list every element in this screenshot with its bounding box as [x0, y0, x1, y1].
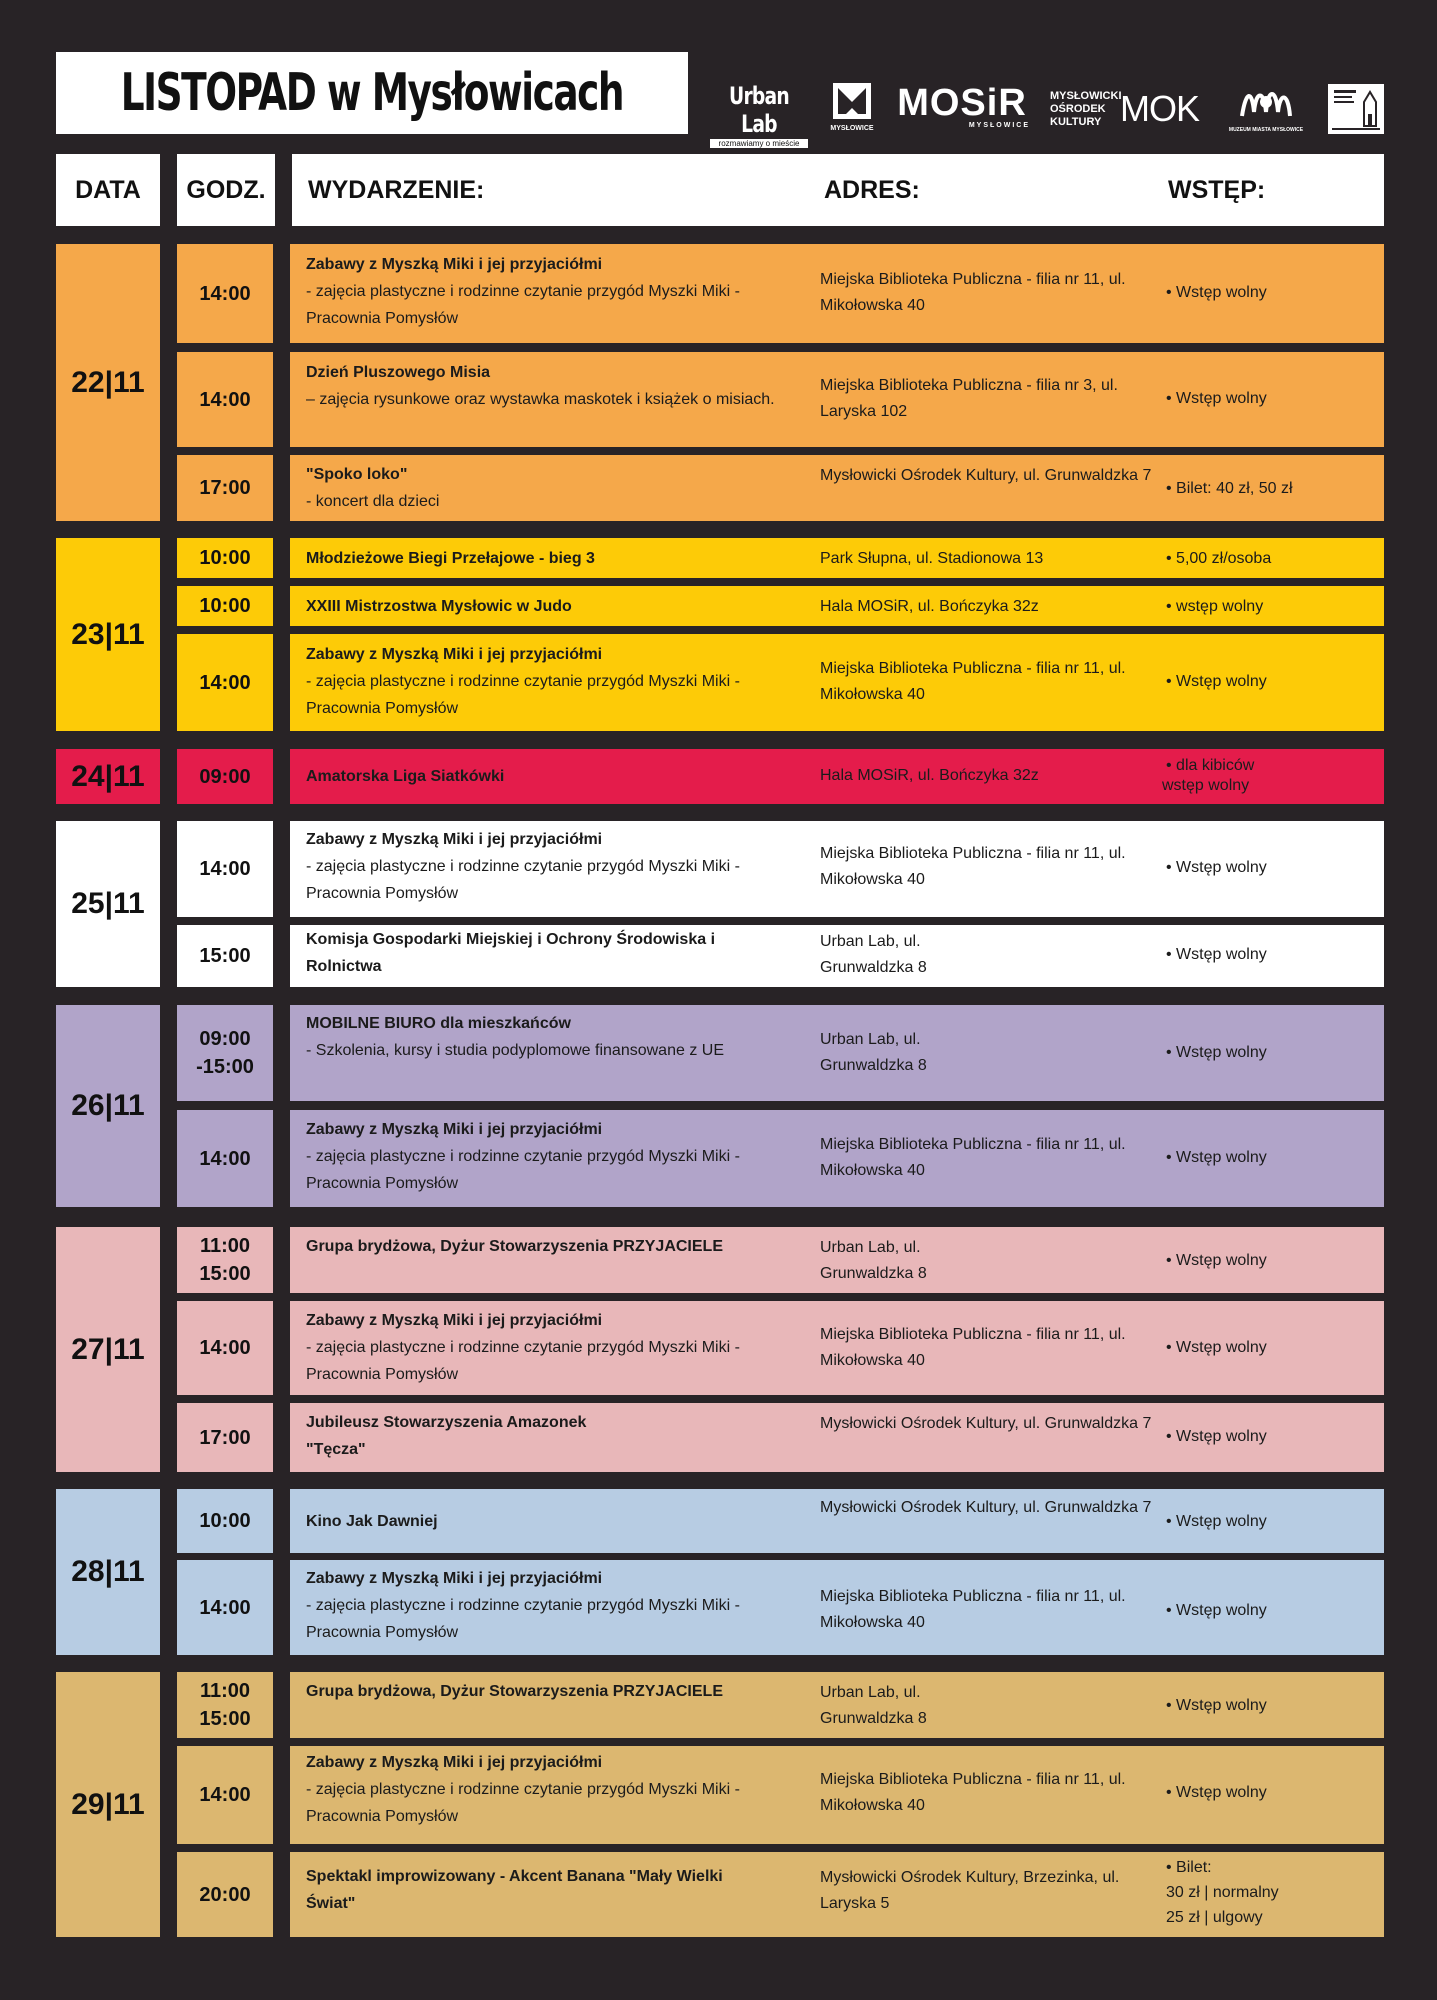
event-text — [306, 545, 806, 572]
mok-logo-mark: MOK — [1120, 88, 1200, 129]
urbanlab-logo-text: Urban Lab — [729, 82, 789, 138]
event-text — [306, 593, 806, 620]
date-label: 22|11 — [71, 365, 145, 399]
event-entry-text-2: wstęp wolny — [1162, 777, 1250, 794]
event-desc: - zajęcia plastyczne i rodzinne czytanie przygód Myszki Miki - Pracownia Pomysłów — [306, 1781, 740, 1825]
event-title: Spektakl improwizowany - Akcent Banana "Mały Wielki Świat" — [306, 1868, 723, 1912]
muzeum-mark-icon — [1236, 82, 1296, 122]
date-label: 26|11 — [71, 1089, 145, 1122]
time-cell — [177, 1403, 273, 1472]
time-label: 14:00 — [199, 858, 251, 880]
mok-logo — [1050, 86, 1210, 132]
header-event-label: WYDARZENIE: — [308, 175, 485, 204]
date-cell — [56, 1489, 160, 1655]
date-label: 28|11 — [71, 1555, 145, 1588]
event-entry — [1166, 1426, 1386, 1448]
event-entry — [1166, 596, 1386, 618]
time-cell — [177, 749, 273, 804]
event-address: Urban Lab, ul. Grunwaldzka 8 — [820, 1684, 927, 1727]
muzeum-logo — [1228, 82, 1304, 136]
event-entry-text: • Wstęp wolny — [1166, 1339, 1267, 1356]
event-title: Zabawy z Myszką Miki i jej przyjaciółmi — [306, 831, 603, 848]
event-entry-text-2: 30 zł | normalny — [1166, 1884, 1279, 1901]
header-address-label: ADRES: — [824, 175, 920, 204]
urbanlab-logo — [710, 82, 808, 148]
date-cell — [56, 1005, 160, 1207]
time-label: 15:00 — [199, 945, 251, 967]
event-text — [306, 763, 806, 790]
event-entry — [1166, 1695, 1386, 1717]
date-cell — [56, 1672, 160, 1937]
date-label: 29|11 — [71, 1787, 145, 1821]
time-cell — [177, 925, 273, 987]
event-title: Zabawy z Myszką Miki i jej przyjaciółmi — [306, 1754, 603, 1771]
event-desc: - zajęcia plastyczne i rodzinne czytanie przygód Myszki Miki - Pracownia Pomysłów — [306, 283, 740, 327]
event-title: Grupa brydżowa, Dyżur Stowarzyszenia PRZYJACIELE — [306, 1238, 723, 1255]
event-address: Miejska Biblioteka Publiczna - filia nr 3, ul. Laryska 102 — [820, 377, 1118, 420]
header-main — [292, 154, 1384, 226]
event-entry-text: • Wstęp wolny — [1166, 1602, 1267, 1619]
date-cell — [56, 244, 160, 521]
myslowice-logo-text: MYSŁOWICE — [830, 125, 874, 132]
event-entry-text: • Wstęp wolny — [1166, 946, 1267, 963]
event-entry-text: • wstęp wolny — [1166, 598, 1263, 615]
event-entry-text: • Wstęp wolny — [1166, 1784, 1267, 1801]
event-entry — [1166, 1042, 1386, 1064]
time-cell — [177, 1489, 273, 1553]
time-cell — [177, 1301, 273, 1395]
time-label-2: 15:00 — [199, 1708, 251, 1730]
time-cell — [177, 586, 273, 626]
event-entry — [1166, 548, 1386, 570]
date-label: 24|11 — [71, 759, 145, 793]
myslowice-crest-icon — [832, 82, 872, 120]
date-cell — [56, 749, 160, 804]
time-label: 09:00 — [199, 765, 251, 788]
event-address: Miejska Biblioteka Publiczna - filia nr 11, ul. Mikołowska 40 — [820, 1326, 1126, 1369]
time-cell — [177, 821, 273, 917]
time-label: 11:00 — [199, 1680, 251, 1702]
event-address: Miejska Biblioteka Publiczna - filia nr 11, ul. Mikołowska 40 — [820, 1136, 1126, 1179]
time-label: 17:00 — [199, 1426, 251, 1449]
event-address: Miejska Biblioteka Publiczna - filia nr 11, ul. Mikołowska 40 — [820, 271, 1126, 314]
header-date-label: DATA — [75, 175, 141, 204]
time-label: 14:00 — [199, 282, 251, 305]
event-desc: - zajęcia plastyczne i rodzinne czytanie przygód Myszki Miki - Pracownia Pomysłów — [306, 673, 740, 717]
event-text — [306, 641, 806, 722]
time-cell — [177, 1110, 273, 1207]
event-entry — [1162, 756, 1386, 796]
event-text — [306, 926, 726, 980]
time-label: 14:00 — [199, 1147, 251, 1170]
event-address: Urban Lab, ul. Grunwaldzka 8 — [820, 1031, 927, 1074]
time-label: 20:00 — [199, 1883, 251, 1906]
muzeum-logo-text: MUZEUM MIASTA MYSŁOWICE — [1228, 127, 1304, 133]
mosir-logo — [894, 84, 1030, 134]
time-label: 14:00 — [199, 388, 251, 411]
time-cell — [177, 1005, 273, 1101]
event-text — [306, 251, 806, 332]
library-building-icon — [1328, 84, 1384, 134]
event-text — [306, 1749, 806, 1830]
event-address: Miejska Biblioteka Publiczna - filia nr 11, ul. Mikołowska 40 — [820, 1588, 1126, 1631]
event-text — [306, 1565, 806, 1646]
event-entry — [1166, 388, 1386, 410]
time-label: 14:00 — [199, 1596, 251, 1619]
event-entry — [1166, 671, 1386, 693]
event-address: Hala MOSiR, ul. Bończyka 32z — [820, 598, 1039, 615]
time-cell — [177, 1672, 273, 1738]
event-title: Zabawy z Myszką Miki i jej przyjaciółmi — [306, 646, 603, 663]
event-entry-text: • Wstęp wolny — [1166, 284, 1267, 301]
time-label: 11:00 — [199, 1235, 251, 1257]
event-address: Miejska Biblioteka Publiczna - filia nr 11, ul. Mikołowska 40 — [820, 1771, 1126, 1814]
event-entry-text: • Wstęp wolny — [1166, 1044, 1267, 1061]
mosir-logo-sub: MYSŁOWICE — [968, 122, 1030, 129]
event-entry-text: • Wstęp wolny — [1166, 859, 1267, 876]
time-label-2: -15:00 — [196, 1056, 254, 1078]
time-label: 10:00 — [199, 595, 251, 617]
event-title: Młodzieżowe Biegi Przełajowe - bieg 3 — [306, 550, 595, 567]
event-entry-text: • Wstęp wolny — [1166, 1513, 1267, 1530]
event-address: Mysłowicki Ośrodek Kultury, ul. Grunwaldzka 7 — [820, 1499, 1152, 1516]
time-label: 14:00 — [199, 1784, 251, 1806]
event-text — [306, 1116, 806, 1197]
event-entry-text: • Bilet: — [1166, 1859, 1212, 1876]
event-entry — [1166, 1250, 1386, 1272]
time-label: 10:00 — [199, 547, 251, 569]
title-box — [56, 52, 688, 134]
header-date — [56, 154, 160, 226]
mosir-logo-text: MOSiR — [897, 82, 1027, 124]
event-title: MOBILNE BIURO dla mieszkańców — [306, 1015, 571, 1032]
event-address: Miejska Biblioteka Publiczna - filia nr 11, ul. Mikołowska 40 — [820, 660, 1126, 703]
event-text — [306, 826, 806, 907]
event-entry — [1166, 1782, 1386, 1804]
event-address: Miejska Biblioteka Publiczna - filia nr 11, ul. Mikołowska 40 — [820, 845, 1126, 888]
event-address: Park Słupna, ul. Stadionowa 13 — [820, 550, 1044, 567]
event-entry-text: • dla kibiców — [1166, 757, 1254, 774]
event-entry — [1166, 1855, 1386, 1930]
time-label: 10:00 — [199, 1510, 251, 1532]
time-cell — [177, 634, 273, 731]
urbanlab-logo-tag: rozmawiamy o mieście — [710, 139, 808, 148]
date-cell — [56, 538, 160, 731]
event-entry — [1166, 1337, 1386, 1359]
mok-logo-text: MYSŁOWICKI OŚRODEK KULTURY — [1050, 89, 1122, 128]
event-entry-text: • Wstęp wolny — [1166, 1428, 1267, 1445]
header-time-label: GODZ. — [186, 175, 266, 204]
event-entry-text: • Wstęp wolny — [1166, 390, 1267, 407]
event-desc: - zajęcia plastyczne i rodzinne czytanie przygód Myszki Miki - Pracownia Pomysłów — [306, 858, 740, 902]
event-address: Mysłowicki Ośrodek Kultury, ul. Grunwaldzka 7 — [820, 1415, 1152, 1432]
time-label: 17:00 — [199, 477, 251, 499]
event-entry — [1166, 478, 1386, 500]
event-entry-text: • Wstęp wolny — [1166, 1697, 1267, 1714]
event-title: Amatorska Liga Siatkówki — [306, 768, 505, 785]
event-title: Dzień Pluszowego Misia — [306, 364, 491, 381]
event-title: Komisja Gospodarki Miejskiej i Ochrony Środowiska i Rolnictwa — [306, 931, 716, 975]
time-cell — [177, 1746, 273, 1844]
time-cell — [177, 244, 273, 343]
event-text — [306, 1863, 746, 1917]
time-cell — [177, 455, 273, 521]
event-title: "Spoko loko" — [306, 466, 408, 483]
event-title: Zabawy z Myszką Miki i jej przyjaciółmi — [306, 1121, 603, 1138]
event-text — [306, 1678, 736, 1705]
date-cell — [56, 821, 160, 987]
event-desc: – zajęcia rysunkowe oraz wystawka maskotek i książek o misiach. — [306, 391, 775, 408]
time-label: 09:00 — [199, 1028, 251, 1050]
date-cell — [56, 1227, 160, 1472]
event-text — [306, 1409, 616, 1463]
event-address: Mysłowicki Ośrodek Kultury, ul. Grunwaldzka 7 — [820, 467, 1152, 484]
time-cell — [177, 538, 273, 578]
event-entry — [1166, 1511, 1386, 1533]
library-logo — [1328, 84, 1384, 134]
event-text — [306, 359, 806, 413]
event-desc: - koncert dla dzieci — [306, 493, 440, 510]
event-title: Kino Jak Dawniej — [306, 1513, 438, 1530]
event-entry — [1166, 857, 1386, 879]
page-title: LISTOPAD w Mysłowicach — [120, 63, 624, 123]
time-label: 14:00 — [199, 1337, 251, 1359]
event-title: Zabawy z Myszką Miki i jej przyjaciółmi — [306, 1570, 603, 1587]
event-text — [306, 1010, 776, 1064]
event-address: Mysłowicki Ośrodek Kultury, Brzezinka, ul. Laryska 5 — [820, 1869, 1120, 1912]
event-address: Hala MOSiR, ul. Bończyka 32z — [820, 767, 1039, 784]
event-entry-text-3: 25 zł | ulgowy — [1166, 1909, 1263, 1926]
date-label: 23|11 — [71, 617, 145, 651]
header-time — [177, 154, 275, 226]
event-entry-text: • Wstęp wolny — [1166, 1149, 1267, 1166]
event-address: Urban Lab, ul. Grunwaldzka 8 — [820, 1239, 927, 1282]
event-entry-text: • Wstęp wolny — [1166, 673, 1267, 690]
time-label: 14:00 — [199, 671, 251, 694]
event-entry — [1166, 944, 1386, 966]
event-desc: - Szkolenia, kursy i studia podyplomowe finansowane z UE — [306, 1042, 724, 1059]
time-cell — [177, 1852, 273, 1937]
event-entry-text: • Bilet: 40 zł, 50 zł — [1166, 480, 1293, 497]
event-title: XXIII Mistrzostwa Mysłowic w Judo — [306, 598, 572, 615]
event-desc: - zajęcia plastyczne i rodzinne czytanie przygód Myszki Miki - Pracownia Pomysłów — [306, 1148, 740, 1192]
event-entry — [1166, 282, 1386, 304]
date-label: 25|11 — [71, 887, 145, 920]
date-label: 27|11 — [71, 1332, 145, 1366]
event-title: Grupa brydżowa, Dyżur Stowarzyszenia PRZYJACIELE — [306, 1683, 723, 1700]
event-desc: - zajęcia plastyczne i rodzinne czytanie przygód Myszki Miki - Pracownia Pomysłów — [306, 1597, 740, 1641]
event-title: Zabawy z Myszką Miki i jej przyjaciółmi — [306, 1312, 603, 1329]
event-address: Urban Lab, ul. Grunwaldzka 8 — [820, 933, 927, 976]
event-title: Zabawy z Myszką Miki i jej przyjaciółmi — [306, 256, 603, 273]
event-desc: - zajęcia plastyczne i rodzinne czytanie przygód Myszki Miki - Pracownia Pomysłów — [306, 1339, 740, 1383]
header-entry-label: WSTĘP: — [1168, 175, 1266, 204]
event-text — [306, 1307, 806, 1388]
myslowice-logo — [830, 82, 874, 134]
event-entry — [1166, 1147, 1386, 1169]
event-entry-text: • Wstęp wolny — [1166, 1252, 1267, 1269]
event-text — [306, 1233, 736, 1260]
event-entry — [1166, 1600, 1386, 1622]
event-text — [306, 1508, 806, 1535]
time-cell — [177, 352, 273, 447]
event-text — [306, 461, 806, 515]
event-title: Jubileusz Stowarzyszenia Amazonek "Tęcza" — [306, 1414, 587, 1458]
event-entry-text: • 5,00 zł/osoba — [1166, 550, 1271, 567]
time-label-2: 15:00 — [199, 1263, 251, 1285]
time-cell — [177, 1227, 273, 1293]
time-cell — [177, 1560, 273, 1655]
